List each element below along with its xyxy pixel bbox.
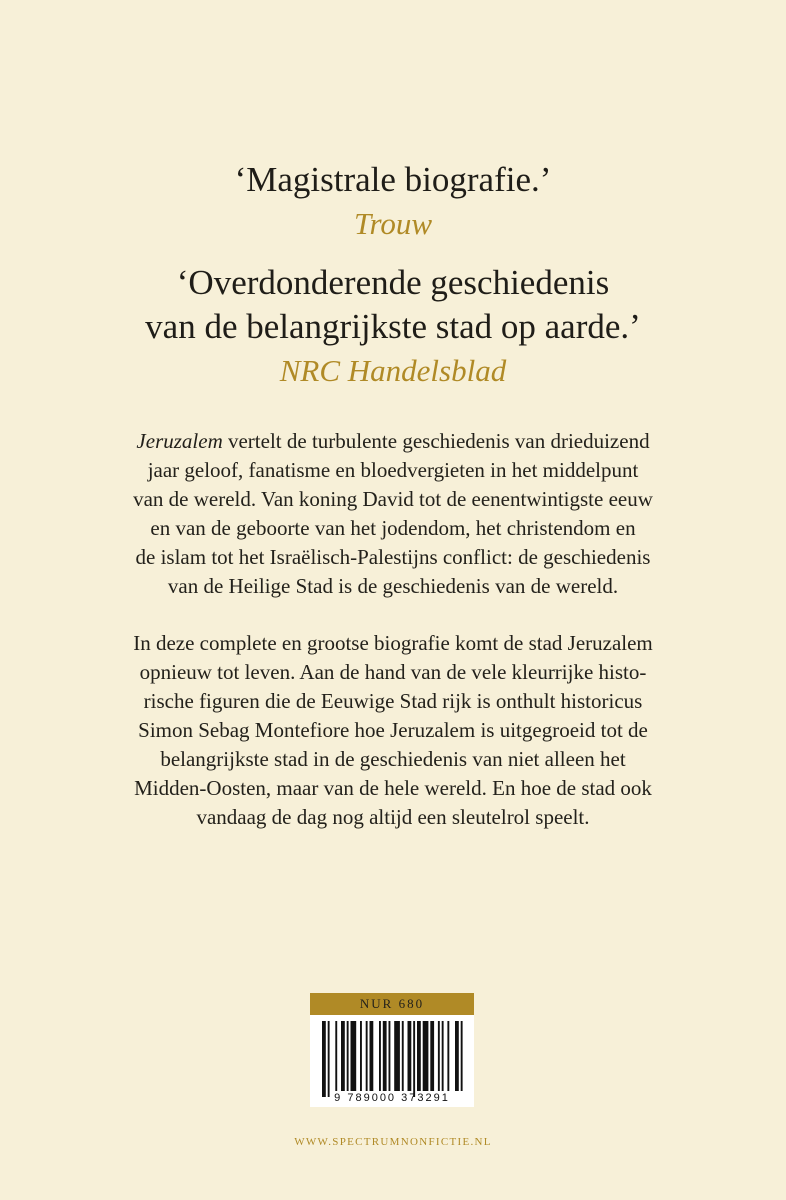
barcode-bar <box>430 1021 434 1091</box>
description-line: rische figuren die de Eeuwige Stad rijk is onthult historicus <box>143 689 643 713</box>
barcode-bar <box>328 1021 330 1097</box>
quote-source: NRC Handelsblad <box>279 353 507 388</box>
description-line: jaar geloof, fanatisme en bloedvergieten in het middelpunt <box>147 458 639 482</box>
barcode-bar <box>379 1021 381 1091</box>
review-quote-trouw <box>0 158 786 244</box>
barcode-bar <box>423 1021 429 1091</box>
review-quotes <box>0 158 786 391</box>
barcode-bar <box>455 1021 459 1091</box>
description-line: en van de geboorte van het jodendom, het christendom en <box>150 516 636 540</box>
description-line: In deze complete en grootse biografie komt de stad Jeruzalem <box>133 631 653 655</box>
description-paragraph-2 <box>125 629 661 832</box>
description-line: belangrijkste stad in de geschiedenis van niet alleen het <box>160 747 626 771</box>
isbn-number: 9 789000 373291 <box>334 1092 450 1104</box>
barcode-bar <box>402 1021 404 1091</box>
barcode-bar <box>413 1021 415 1097</box>
barcode-bar <box>335 1021 337 1091</box>
barcode-bar <box>389 1021 391 1091</box>
barcode-bar <box>322 1021 326 1097</box>
barcode-bar <box>442 1021 444 1091</box>
isbn-barcode <box>310 1015 474 1107</box>
description-line: opnieuw tot leven. Aan de hand van de vele kleurrijke histo- <box>139 660 647 684</box>
barcode-bar <box>360 1021 362 1091</box>
description-line: van de Heilige Stad is de geschiedenis van de wereld. <box>167 574 619 598</box>
description-line: vandaag de dag nog altijd een sleutelrol speelt. <box>196 805 590 829</box>
description-paragraph-1 <box>125 427 661 601</box>
quote-text: ‘Overdonderende geschiedenis <box>176 263 610 302</box>
review-quote-nrc <box>0 261 786 391</box>
quote-text: ‘Magistrale biografie.’ <box>234 160 552 199</box>
description-line-text: vertelt de turbulente geschiedenis van drieduizend <box>222 429 650 453</box>
barcode-bar <box>370 1021 374 1091</box>
barcode-bar <box>383 1021 387 1091</box>
description-line: de islam tot het Israëlisch-Palestijns conflict: de geschiedenis <box>135 545 651 569</box>
publisher-website: WWW.SPECTRUMNONFICTIE.NL <box>294 1136 492 1148</box>
barcode-bar <box>438 1021 440 1091</box>
description-line: Midden-Oosten, maar van de hele wereld. En hoe de stad ook <box>134 776 652 800</box>
barcode-bar <box>341 1021 345 1091</box>
book-title: Jeruzalem <box>136 429 223 453</box>
barcode-bar <box>447 1021 449 1091</box>
description-line: van de wereld. Van koning David tot de eenentwintigste eeuw <box>133 487 653 511</box>
nur-label: NUR 680 <box>310 993 474 1015</box>
book-description <box>125 427 661 832</box>
barcode-bar <box>347 1021 349 1091</box>
barcode-bar <box>461 1021 463 1091</box>
description-line <box>125 427 661 456</box>
barcode-bar <box>408 1021 412 1091</box>
barcode-bar <box>351 1021 357 1091</box>
barcode-bar <box>366 1021 368 1091</box>
quote-text: van de belangrijkste stad op aarde.’ <box>145 307 641 346</box>
barcode-bar <box>417 1021 421 1091</box>
quote-source: Trouw <box>353 206 433 241</box>
barcode-bar <box>394 1021 400 1091</box>
description-line: Simon Sebag Montefiore hoe Jeruzalem is uitgegroeid tot de <box>138 718 648 742</box>
